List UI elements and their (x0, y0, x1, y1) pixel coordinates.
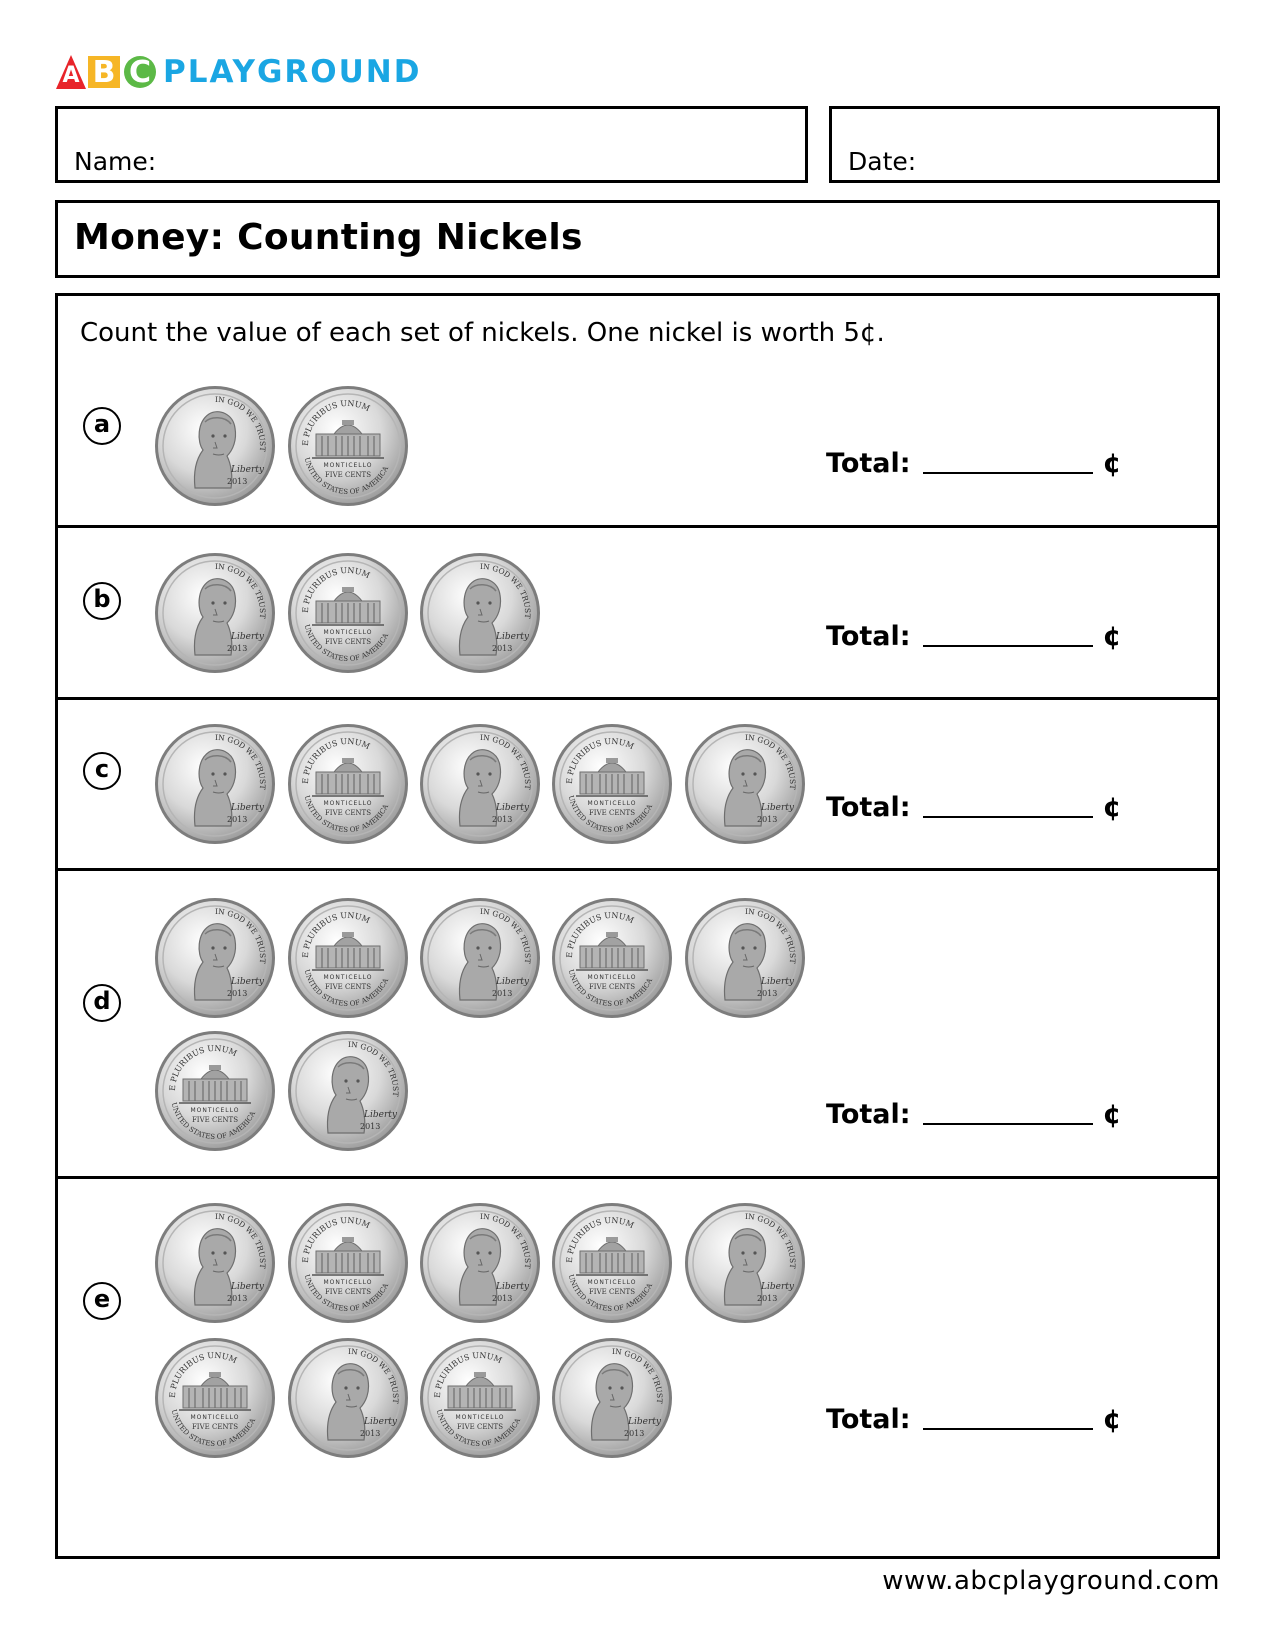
svg-text:IN GOD WE TRUST: IN GOD WE TRUST (214, 394, 268, 452)
svg-text:FIVE CENTS: FIVE CENTS (588, 983, 636, 991)
svg-text:UNITED STATES OF AMERICA: UNITED STATES OF AMERICA (434, 1408, 523, 1449)
svg-text:2013: 2013 (492, 815, 513, 824)
nickel-front-icon (683, 896, 807, 1020)
nickel-front-icon (418, 896, 542, 1020)
answer-blank[interactable] (923, 1427, 1093, 1430)
problem-letter-e (83, 1282, 121, 1320)
svg-text:IN GOD WE TRUST: IN GOD WE TRUST (479, 906, 533, 964)
nickel-front-icon (418, 551, 542, 675)
title-box (55, 200, 1220, 278)
svg-text:E PLURIBUS UNUM: E PLURIBUS UNUM (432, 1350, 504, 1399)
svg-text:E PLURIBUS UNUM: E PLURIBUS UNUM (300, 910, 372, 959)
nickel-back-icon (550, 722, 674, 846)
svg-text:FIVE CENTS: FIVE CENTS (324, 471, 372, 479)
logo-letter-c: C (124, 56, 156, 88)
nickel-back-icon (153, 1336, 277, 1460)
svg-text:FIVE CENTS: FIVE CENTS (324, 1288, 372, 1296)
footer-url: www.abcplayground.com (882, 1566, 1220, 1596)
problem-letter-text: a (93, 410, 111, 438)
svg-text:IN GOD WE TRUST: IN GOD WE TRUST (214, 732, 268, 790)
svg-text:2013: 2013 (757, 989, 778, 998)
nickel-front-icon (286, 1029, 410, 1153)
svg-text:IN GOD WE TRUST: IN GOD WE TRUST (479, 561, 533, 619)
svg-text:2013: 2013 (360, 1122, 381, 1131)
nickel-back-icon (286, 384, 410, 508)
svg-text:FIVE CENTS: FIVE CENTS (588, 1288, 636, 1296)
cent-symbol: ¢ (1102, 621, 1122, 652)
svg-text:FIVE CENTS: FIVE CENTS (456, 1423, 504, 1431)
row-divider (58, 525, 1217, 528)
svg-text:E PLURIBUS UNUM: E PLURIBUS UNUM (564, 736, 636, 785)
svg-text:E PLURIBUS UNUM: E PLURIBUS UNUM (167, 1350, 239, 1399)
nickel-front-icon (550, 1336, 674, 1460)
svg-text:Liberty: Liberty (231, 1282, 264, 1292)
svg-text:Liberty: Liberty (231, 803, 264, 813)
problem-letter-a (83, 407, 121, 445)
svg-text:MONTICELLO: MONTICELLO (587, 800, 637, 807)
svg-text:MONTICELLO: MONTICELLO (323, 800, 373, 807)
svg-text:2013: 2013 (757, 815, 778, 824)
svg-text:IN GOD WE TRUST: IN GOD WE TRUST (479, 1211, 533, 1269)
svg-text:2013: 2013 (227, 815, 248, 824)
nickel-front-icon (153, 551, 277, 675)
svg-text:2013: 2013 (492, 1294, 513, 1303)
svg-text:2013: 2013 (492, 989, 513, 998)
nickel-back-icon (286, 551, 410, 675)
instructions: Count the value of each set of nickels. One nickel is worth 5¢. (80, 318, 885, 348)
svg-text:Liberty: Liberty (496, 1282, 529, 1292)
svg-text:UNITED STATES OF AMERICA: UNITED STATES OF AMERICA (566, 968, 655, 1009)
svg-text:IN GOD WE TRUST: IN GOD WE TRUST (214, 561, 268, 619)
nickel-front-icon (418, 722, 542, 846)
problem-letter-text: b (93, 585, 111, 613)
svg-text:UNITED STATES OF AMERICA: UNITED STATES OF AMERICA (302, 794, 391, 835)
svg-text:FIVE CENTS: FIVE CENTS (324, 638, 372, 646)
nickel-back-icon (286, 722, 410, 846)
total-label: Total: (826, 792, 911, 823)
problem-letter-text: d (93, 987, 111, 1015)
svg-text:UNITED STATES OF AMERICA: UNITED STATES OF AMERICA (302, 623, 391, 664)
svg-text:MONTICELLO: MONTICELLO (587, 974, 637, 981)
svg-text:UNITED STATES OF AMERICA: UNITED STATES OF AMERICA (169, 1101, 258, 1142)
cent-symbol: ¢ (1102, 448, 1122, 479)
nickel-front-icon (286, 1336, 410, 1460)
svg-text:E PLURIBUS UNUM: E PLURIBUS UNUM (564, 1215, 636, 1264)
svg-text:FIVE CENTS: FIVE CENTS (324, 983, 372, 991)
nickel-front-icon (153, 722, 277, 846)
total-answer-b (826, 621, 1121, 652)
svg-text:UNITED STATES OF AMERICA: UNITED STATES OF AMERICA (566, 1273, 655, 1314)
svg-text:E PLURIBUS UNUM: E PLURIBUS UNUM (564, 910, 636, 959)
svg-text:MONTICELLO: MONTICELLO (323, 1279, 373, 1286)
svg-text:2013: 2013 (624, 1429, 645, 1438)
svg-text:FIVE CENTS: FIVE CENTS (324, 809, 372, 817)
date-field[interactable] (829, 106, 1220, 183)
total-label: Total: (826, 1404, 911, 1435)
answer-blank[interactable] (923, 815, 1093, 818)
problem-letter-text: e (93, 1285, 111, 1313)
svg-text:2013: 2013 (227, 477, 248, 486)
cent-symbol: ¢ (1102, 1099, 1122, 1130)
svg-text:UNITED STATES OF AMERICA: UNITED STATES OF AMERICA (169, 1408, 258, 1449)
svg-text:MONTICELLO: MONTICELLO (455, 1414, 505, 1421)
nickel-front-icon (418, 1201, 542, 1325)
total-answer-d (826, 1099, 1121, 1130)
svg-text:UNITED STATES OF AMERICA: UNITED STATES OF AMERICA (302, 968, 391, 1009)
svg-text:2013: 2013 (227, 644, 248, 653)
date-label: Date: (848, 147, 917, 176)
svg-text:MONTICELLO: MONTICELLO (323, 974, 373, 981)
svg-text:Liberty: Liberty (364, 1110, 397, 1120)
row-divider (58, 868, 1217, 871)
svg-text:IN GOD WE TRUST: IN GOD WE TRUST (479, 732, 533, 790)
svg-text:UNITED STATES OF AMERICA: UNITED STATES OF AMERICA (566, 794, 655, 835)
total-label: Total: (826, 448, 911, 479)
page-title: Money: Counting Nickels (74, 217, 583, 258)
svg-text:Liberty: Liberty (496, 803, 529, 813)
nickel-back-icon (286, 1201, 410, 1325)
svg-text:Liberty: Liberty (761, 803, 794, 813)
name-label: Name: (74, 147, 157, 176)
svg-text:E PLURIBUS UNUM: E PLURIBUS UNUM (300, 565, 372, 614)
svg-text:Liberty: Liberty (231, 977, 264, 987)
nickel-front-icon (683, 1201, 807, 1325)
svg-text:IN GOD WE TRUST: IN GOD WE TRUST (347, 1346, 401, 1404)
name-field[interactable] (55, 106, 808, 183)
svg-text:Liberty: Liberty (628, 1417, 661, 1427)
svg-text:IN GOD WE TRUST: IN GOD WE TRUST (744, 906, 798, 964)
nickel-front-icon (153, 384, 277, 508)
svg-text:UNITED STATES OF AMERICA: UNITED STATES OF AMERICA (302, 1273, 391, 1314)
answer-blank[interactable] (923, 471, 1093, 474)
nickel-back-icon (550, 896, 674, 1020)
nickel-back-icon (286, 896, 410, 1020)
svg-text:E PLURIBUS UNUM: E PLURIBUS UNUM (167, 1043, 239, 1092)
svg-text:UNITED STATES OF AMERICA: UNITED STATES OF AMERICA (302, 456, 391, 497)
answer-blank[interactable] (923, 644, 1093, 647)
svg-text:E PLURIBUS UNUM: E PLURIBUS UNUM (300, 1215, 372, 1264)
svg-text:MONTICELLO: MONTICELLO (190, 1107, 240, 1114)
svg-text:FIVE CENTS: FIVE CENTS (191, 1116, 239, 1124)
worksheet-area (55, 293, 1220, 1559)
nickel-front-icon (683, 722, 807, 846)
svg-text:Liberty: Liberty (496, 632, 529, 642)
problem-letter-b (83, 582, 121, 620)
svg-text:IN GOD WE TRUST: IN GOD WE TRUST (611, 1346, 665, 1404)
svg-text:FIVE CENTS: FIVE CENTS (191, 1423, 239, 1431)
svg-text:2013: 2013 (492, 644, 513, 653)
nickel-back-icon (153, 1029, 277, 1153)
svg-text:2013: 2013 (360, 1429, 381, 1438)
problem-letter-text: c (94, 755, 110, 783)
svg-text:Liberty: Liberty (761, 977, 794, 987)
svg-text:2013: 2013 (757, 1294, 778, 1303)
svg-text:IN GOD WE TRUST: IN GOD WE TRUST (347, 1039, 401, 1097)
problem-letter-d (83, 984, 121, 1022)
logo-wordmark: PLAYGROUND (163, 54, 422, 90)
svg-text:IN GOD WE TRUST: IN GOD WE TRUST (214, 1211, 268, 1269)
cent-symbol: ¢ (1102, 1404, 1122, 1435)
total-label: Total: (826, 1099, 911, 1130)
svg-text:IN GOD WE TRUST: IN GOD WE TRUST (744, 1211, 798, 1269)
svg-text:Liberty: Liberty (231, 465, 264, 475)
svg-text:Liberty: Liberty (364, 1417, 397, 1427)
svg-text:Liberty: Liberty (231, 632, 264, 642)
svg-text:2013: 2013 (227, 1294, 248, 1303)
total-label: Total: (826, 621, 911, 652)
svg-text:MONTICELLO: MONTICELLO (323, 462, 373, 469)
svg-text:MONTICELLO: MONTICELLO (587, 1279, 637, 1286)
logo-letter-a: A (55, 54, 87, 90)
cent-symbol: ¢ (1102, 792, 1122, 823)
nickel-front-icon (153, 896, 277, 1020)
svg-text:IN GOD WE TRUST: IN GOD WE TRUST (214, 906, 268, 964)
nickel-front-icon (153, 1201, 277, 1325)
svg-text:Liberty: Liberty (496, 977, 529, 987)
svg-text:E PLURIBUS UNUM: E PLURIBUS UNUM (300, 398, 372, 447)
svg-text:IN GOD WE TRUST: IN GOD WE TRUST (744, 732, 798, 790)
svg-text:2013: 2013 (227, 989, 248, 998)
row-divider (58, 697, 1217, 700)
nickel-back-icon (418, 1336, 542, 1460)
total-answer-c (826, 792, 1121, 823)
logo-letter-b: B (88, 56, 120, 88)
row-divider (58, 1176, 1217, 1179)
abc-playground-logo (55, 52, 421, 92)
svg-text:MONTICELLO: MONTICELLO (190, 1414, 240, 1421)
svg-text:E PLURIBUS UNUM: E PLURIBUS UNUM (300, 736, 372, 785)
svg-text:Liberty: Liberty (761, 1282, 794, 1292)
svg-text:MONTICELLO: MONTICELLO (323, 629, 373, 636)
total-answer-a (826, 448, 1121, 479)
nickel-back-icon (550, 1201, 674, 1325)
problem-letter-c (83, 752, 121, 790)
answer-blank[interactable] (923, 1122, 1093, 1125)
svg-text:FIVE CENTS: FIVE CENTS (588, 809, 636, 817)
total-answer-e (826, 1404, 1121, 1435)
